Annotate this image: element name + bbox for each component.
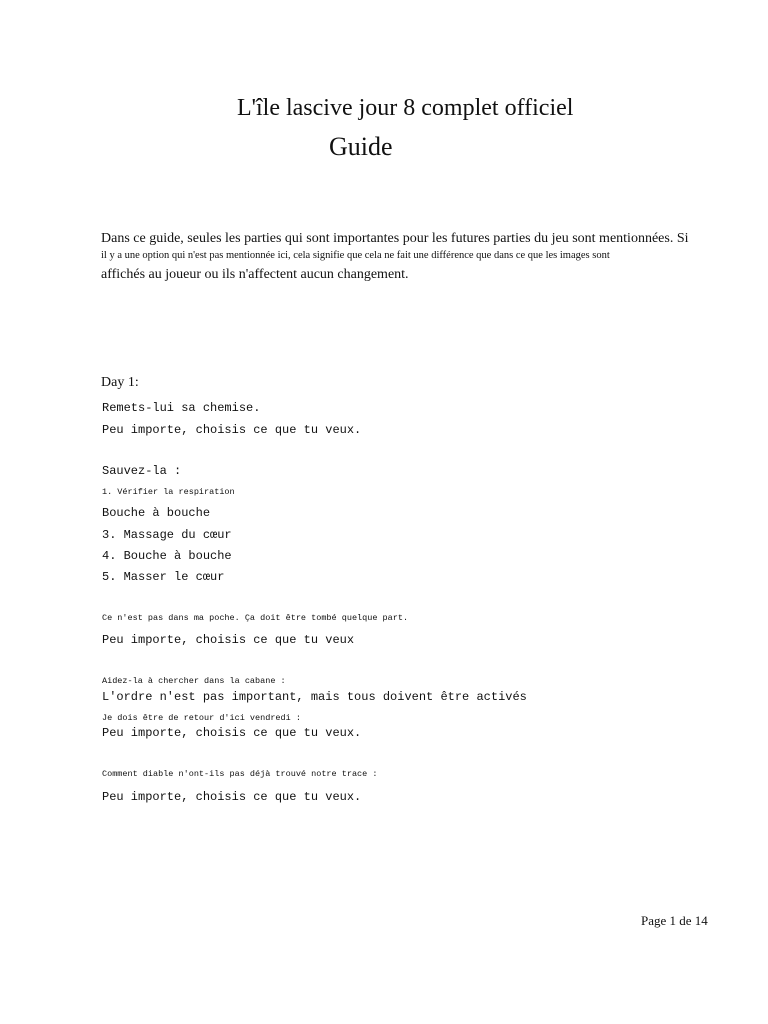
guide-line: 1. Vérifier la respiration: [102, 487, 235, 497]
guide-line: Ce n'est pas dans ma poche. Ça doit être tombé quelque part.: [102, 613, 409, 623]
guide-line: Peu importe, choisis ce que tu veux: [102, 633, 355, 647]
guide-line: Bouche à bouche: [102, 506, 211, 520]
guide-line: Aidez-la à chercher dans la cabane :: [102, 676, 286, 686]
guide-line: Peu importe, choisis ce que tu veux.: [102, 726, 362, 740]
guide-line: Peu importe, choisis ce que tu veux.: [102, 423, 362, 437]
document-title: L'île lascive jour 8 complet officiel: [237, 95, 574, 121]
page-number: Page 1 de 14: [641, 913, 708, 928]
guide-line: 3. Massage du cœur: [102, 528, 232, 542]
guide-line: Remets-lui sa chemise.: [102, 401, 261, 415]
guide-line: L'ordre n'est pas important, mais tous doivent être activés: [102, 690, 527, 704]
intro-line-2: il y a une option qui n'est pas mentionnée ici, cela signifie que cela ne fait une différence que dans ce que les images sont: [101, 250, 610, 261]
guide-line: 5. Masser le cœur: [102, 570, 225, 584]
guide-line: Peu importe, choisis ce que tu veux.: [102, 790, 362, 804]
guide-line: 4. Bouche à bouche: [102, 549, 232, 563]
intro-line-3: affichés au joueur ou ils n'affectent aucun changement.: [101, 267, 409, 282]
intro-line-1: Dans ce guide, seules les parties qui sont importantes pour les futures parties du jeu sont mentionnées. Si: [101, 231, 689, 246]
guide-line: Je dois être de retour d'ici vendredi :: [102, 713, 301, 723]
document-subtitle: Guide: [329, 132, 393, 161]
guide-line: Comment diable n'ont-ils pas déjà trouvé notre trace :: [102, 769, 378, 779]
guide-line: Sauvez-la :: [102, 464, 182, 478]
day-heading: Day 1:: [101, 375, 139, 390]
